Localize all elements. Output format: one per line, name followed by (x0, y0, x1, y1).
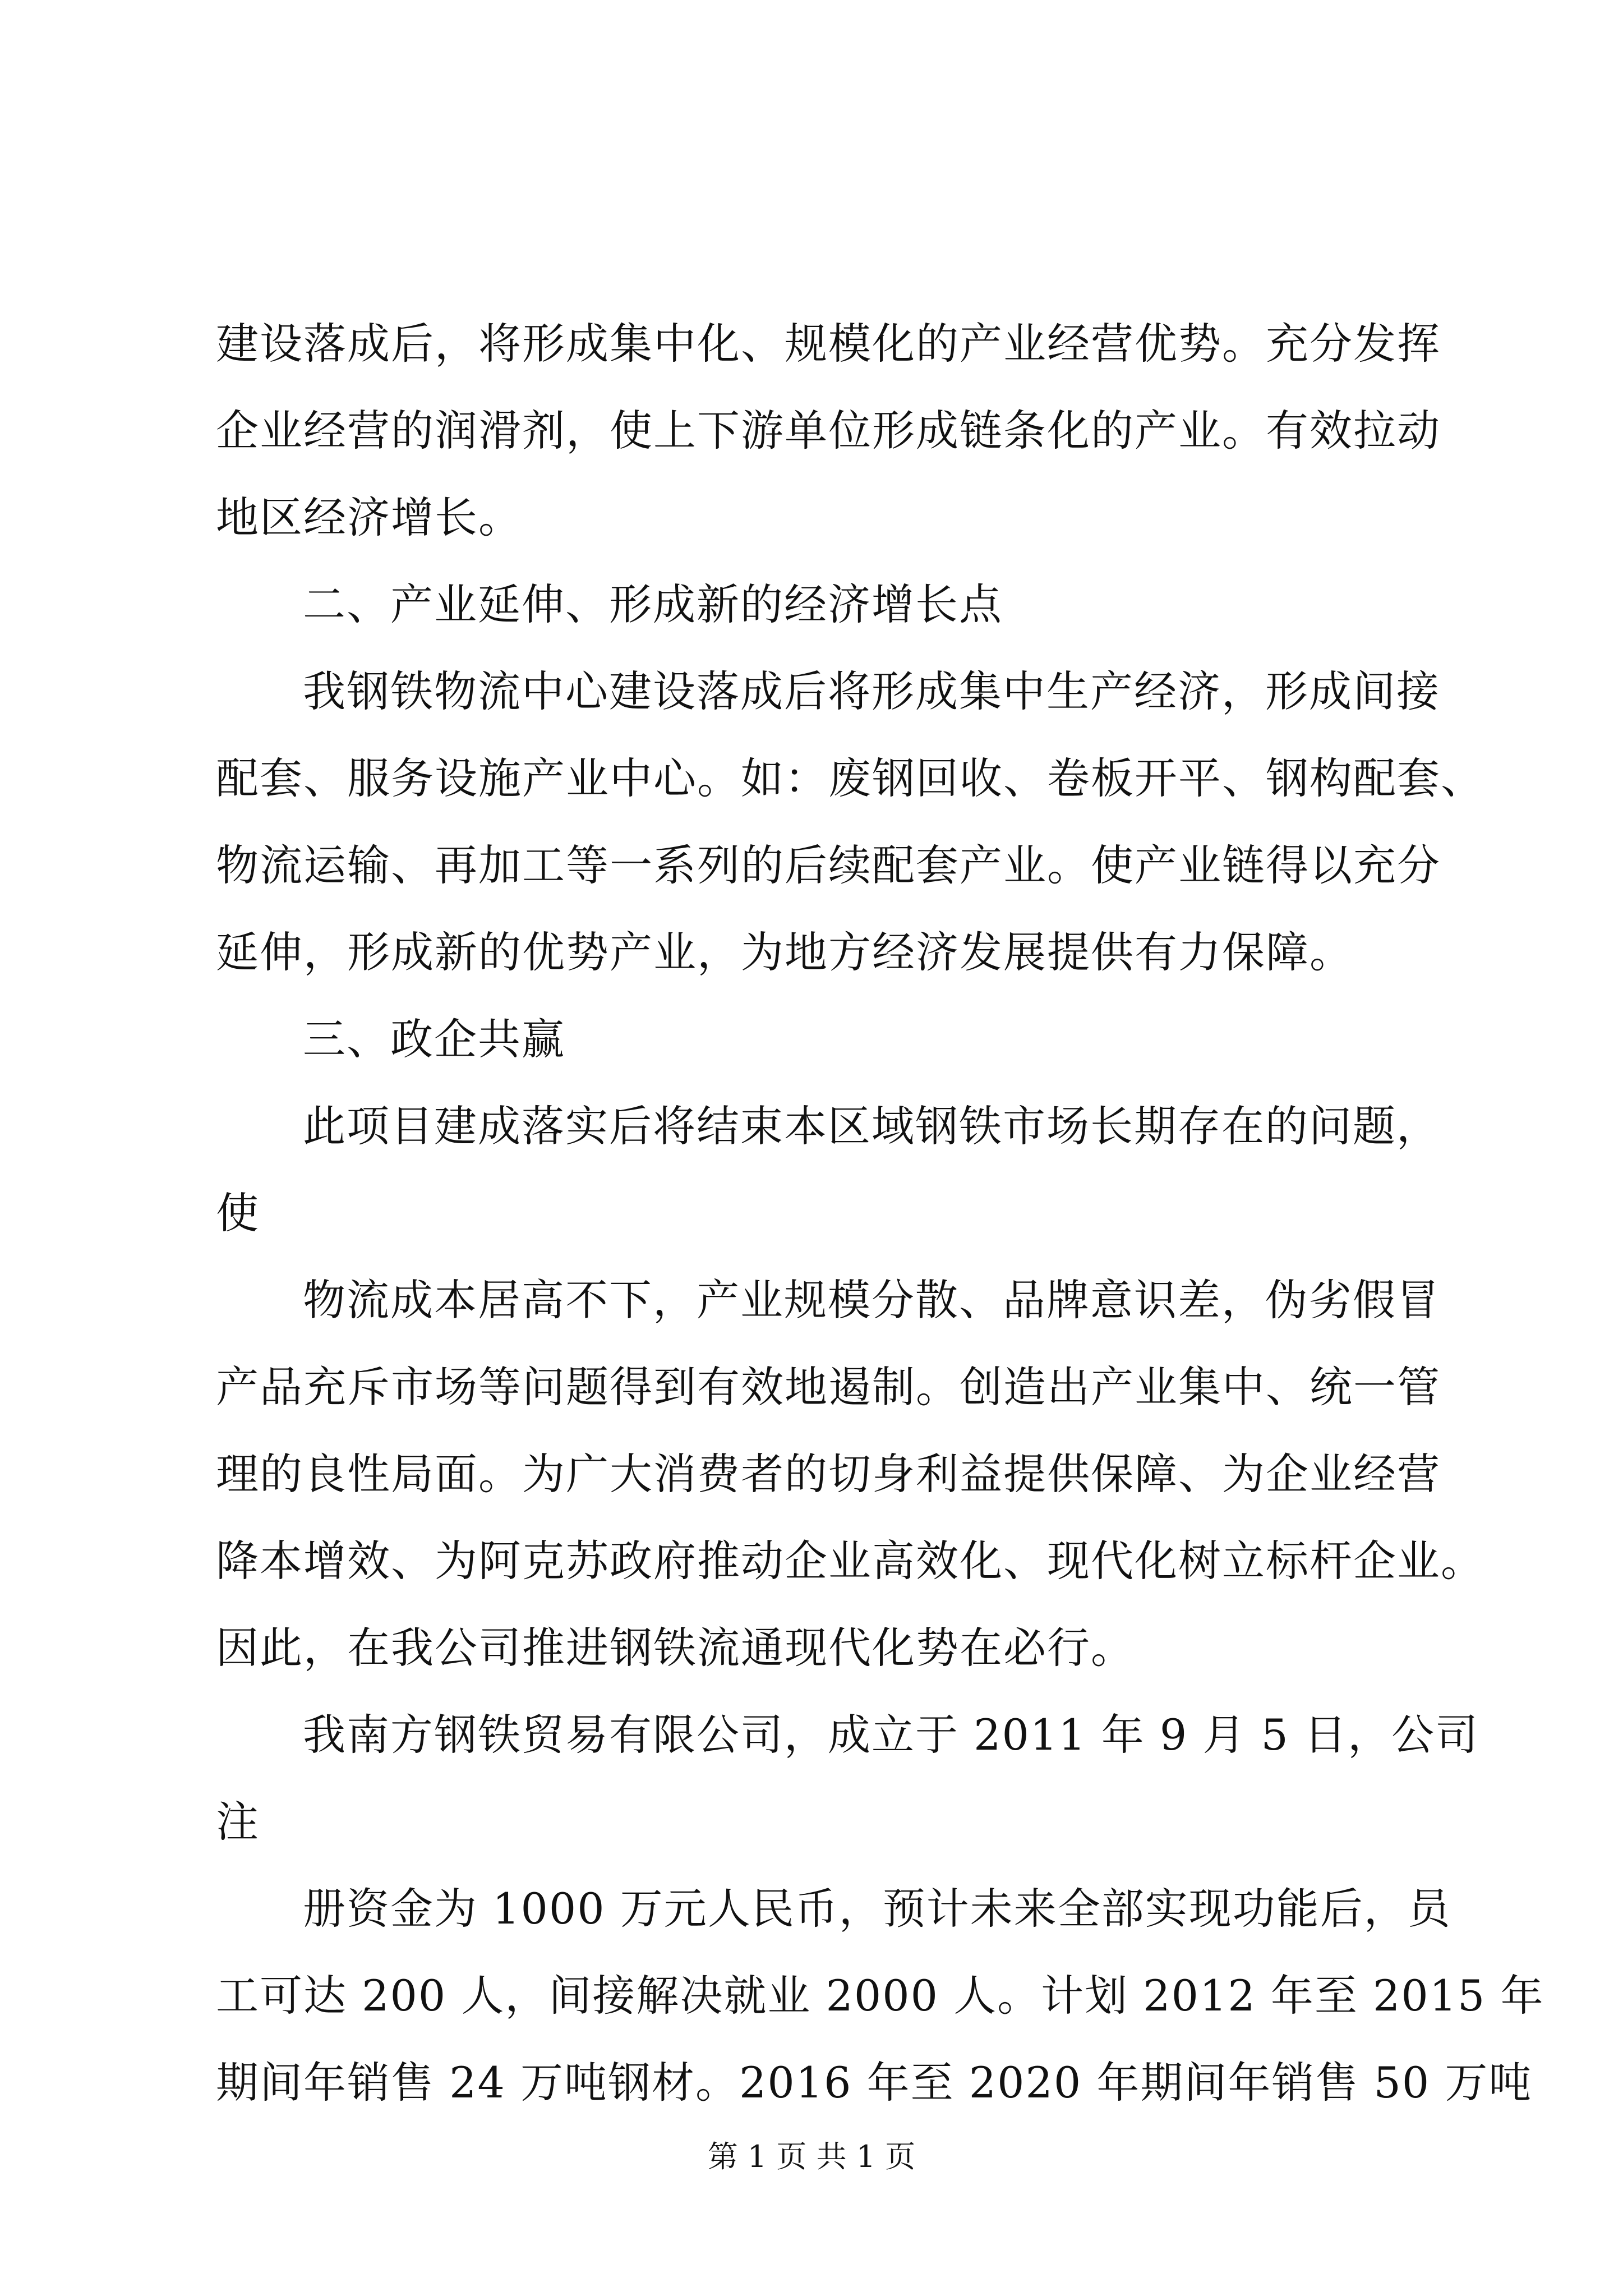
body-line: 期间年销售 24 万吨钢材。2016 年至 2020 年期间年销售 50 万吨 (216, 2058, 1533, 2108)
body-line: 产品充斥市场等问题得到有效地遏制。创造出产业集中、统一管 (216, 1362, 1441, 1412)
body-line: 使 (216, 1188, 260, 1238)
body-line: 我南方钢铁贸易有限公司，成立于 2011 年 9 月 5 日，公司 (303, 1710, 1479, 1760)
body-line: 册资金为 1000 万元人民币，预计未来全部实现功能后，员 (303, 1884, 1451, 1934)
body-line: 延伸，形成新的优势产业，为地方经济发展提供有力保障。 (216, 927, 1353, 977)
body-line: 工可达 200 人，间接解决就业 2000 人。计划 2012 年至 2015 年 (216, 1971, 1544, 2021)
body-line: 配套、服务设施产业中心。如：废钢回收、卷板开平、钢构配套、 (216, 753, 1484, 803)
body-line: 物流运输、再加工等一系列的后续配套产业。使产业链得以充分 (216, 840, 1441, 890)
body-line: 此项目建成落实后将结束本区域钢铁市场长期存在的问题， (303, 1101, 1440, 1151)
body-line: 理的良性局面。为广大消费者的切身利益提供保障、为企业经营 (216, 1449, 1441, 1499)
page-number: 第 1 页 共 1 页 (707, 2139, 916, 2174)
document-body (216, 300, 1544, 2126)
body-line: 建设落成后，将形成集中化、规模化的产业经营优势。充分发挥 (216, 319, 1441, 369)
body-line: 注 (216, 1797, 260, 1847)
body-line: 物流成本居高不下，产业规模分散、品牌意识差，伪劣假冒 (303, 1275, 1440, 1325)
section-heading: 三、政企共赢 (303, 1014, 565, 1064)
body-line: 我钢铁物流中心建设落成后将形成集中生产经济，形成间接 (303, 666, 1440, 716)
body-line: 降本增效、为阿克苏政府推动企业高效化、现代化树立标杆企业。 (216, 1536, 1484, 1586)
body-line: 地区经济增长。 (216, 493, 522, 542)
body-line: 企业经营的润滑剂，使上下游单位形成链条化的产业。有效拉动 (216, 406, 1441, 455)
section-heading: 二、产业延伸、形成新的经济增长点 (303, 579, 1003, 629)
body-line: 因此，在我公司推进钢铁流通现代化势在必行。 (216, 1623, 1135, 1673)
